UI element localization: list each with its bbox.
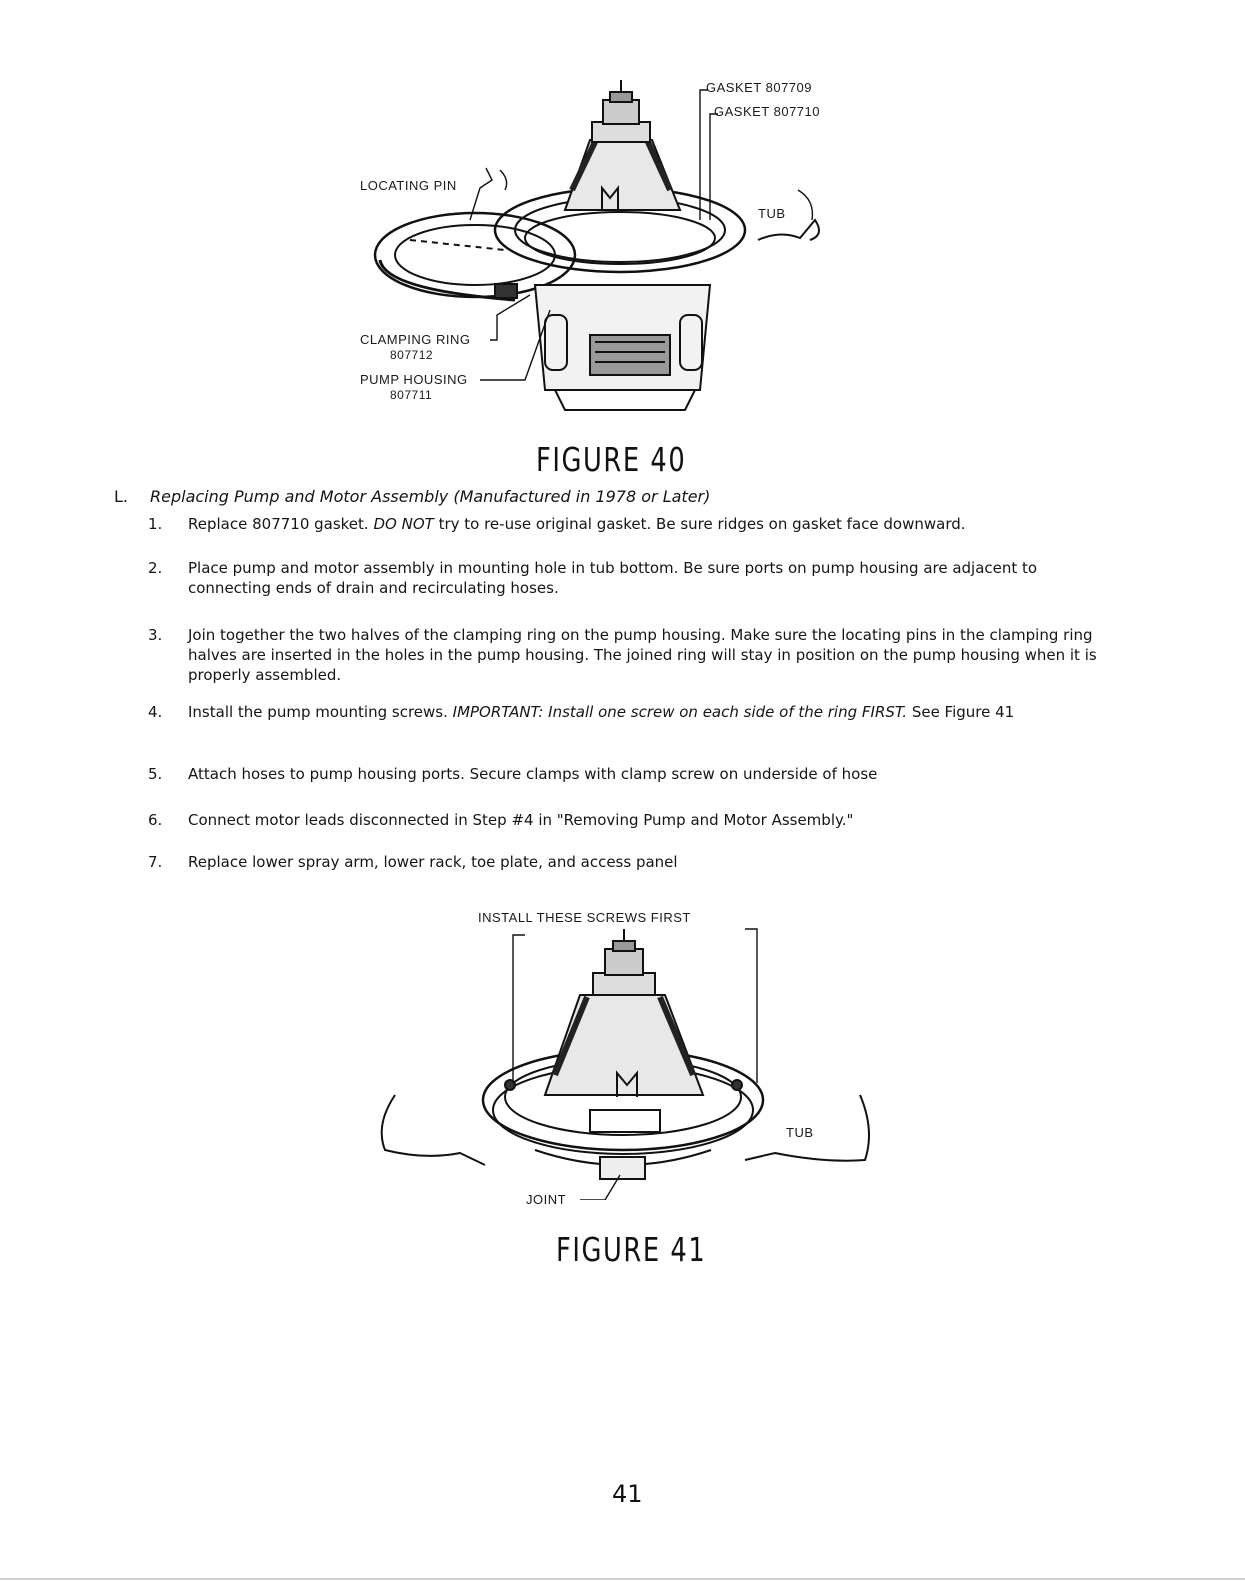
step-text: Install the pump mounting screws. IMPORTANT: Install one screw on each side of the ring FIRST. See Figure 41 [188, 703, 1015, 721]
step-number: 4. [148, 703, 163, 721]
pump-housing-label: PUMP HOUSING [360, 372, 468, 387]
gasket-807709-label: GASKET 807709 [706, 80, 812, 95]
tub-label: TUB [758, 206, 786, 221]
page-number: 41 [612, 1480, 643, 1508]
step-number: 2. [148, 559, 163, 577]
gasket-807710-label: GASKET 807710 [714, 104, 820, 119]
install-screws-first-label: INSTALL THESE SCREWS FIRST [478, 910, 691, 925]
tub-label-fig41: TUB [786, 1125, 814, 1140]
clamping-ring-label: CLAMPING RING [360, 332, 471, 347]
step-emphasis: IMPORTANT: Install one screw on each side of the ring FIRST. [452, 703, 908, 721]
section-title: Replacing Pump and Motor Assembly (Manufactured in 1978 or Later) [150, 487, 711, 506]
clamping-ring-part-label: 807712 [390, 348, 434, 362]
step-text: Replace 807710 gasket. DO NOT try to re-use original gasket. Be sure ridges on gasket face downward. [188, 515, 966, 533]
step-text: Replace lower spray arm, lower rack, toe plate, and access panel [188, 853, 678, 871]
step-number: 7. [148, 853, 163, 871]
section-heading [114, 487, 710, 506]
step-number: 3. [148, 626, 163, 644]
step-number: 5. [148, 765, 163, 783]
joint-label: JOINT [526, 1192, 567, 1207]
step-text: Attach hoses to pump housing ports. Secure clamps with clamp screw on underside of hose [188, 765, 878, 783]
scan-edge-divider [0, 1578, 1245, 1580]
figure-41-illustration [365, 925, 875, 1200]
pump-housing-part-label: 807711 [390, 388, 433, 402]
step-emphasis: DO NOT [373, 515, 434, 533]
section-letter: L. [114, 487, 128, 506]
step-text: Connect motor leads disconnected in Step #4 in "Removing Pump and Motor Assembly." [188, 811, 854, 829]
figure-41-caption: FIGURE 41 [556, 1230, 707, 1269]
locating-pin-label: LOCATING PIN [360, 178, 457, 193]
figure-40-caption: FIGURE 40 [536, 440, 687, 479]
step-number: 6. [148, 811, 163, 829]
step-number: 1. [148, 515, 163, 533]
step-text: Join together the two halves of the clamping ring on the pump housing. Make sure the locating pins in the clamping ring halves are inserted in the holes in the pump housing. The joined ring will stay in position on the pump housing when it is properly assembled. [188, 626, 1097, 684]
step-text: Place pump and motor assembly in mounting hole in tub bottom. Be sure ports on pump housing are adjacent to connecting ends of drain and recirculating hoses. [188, 559, 1038, 597]
